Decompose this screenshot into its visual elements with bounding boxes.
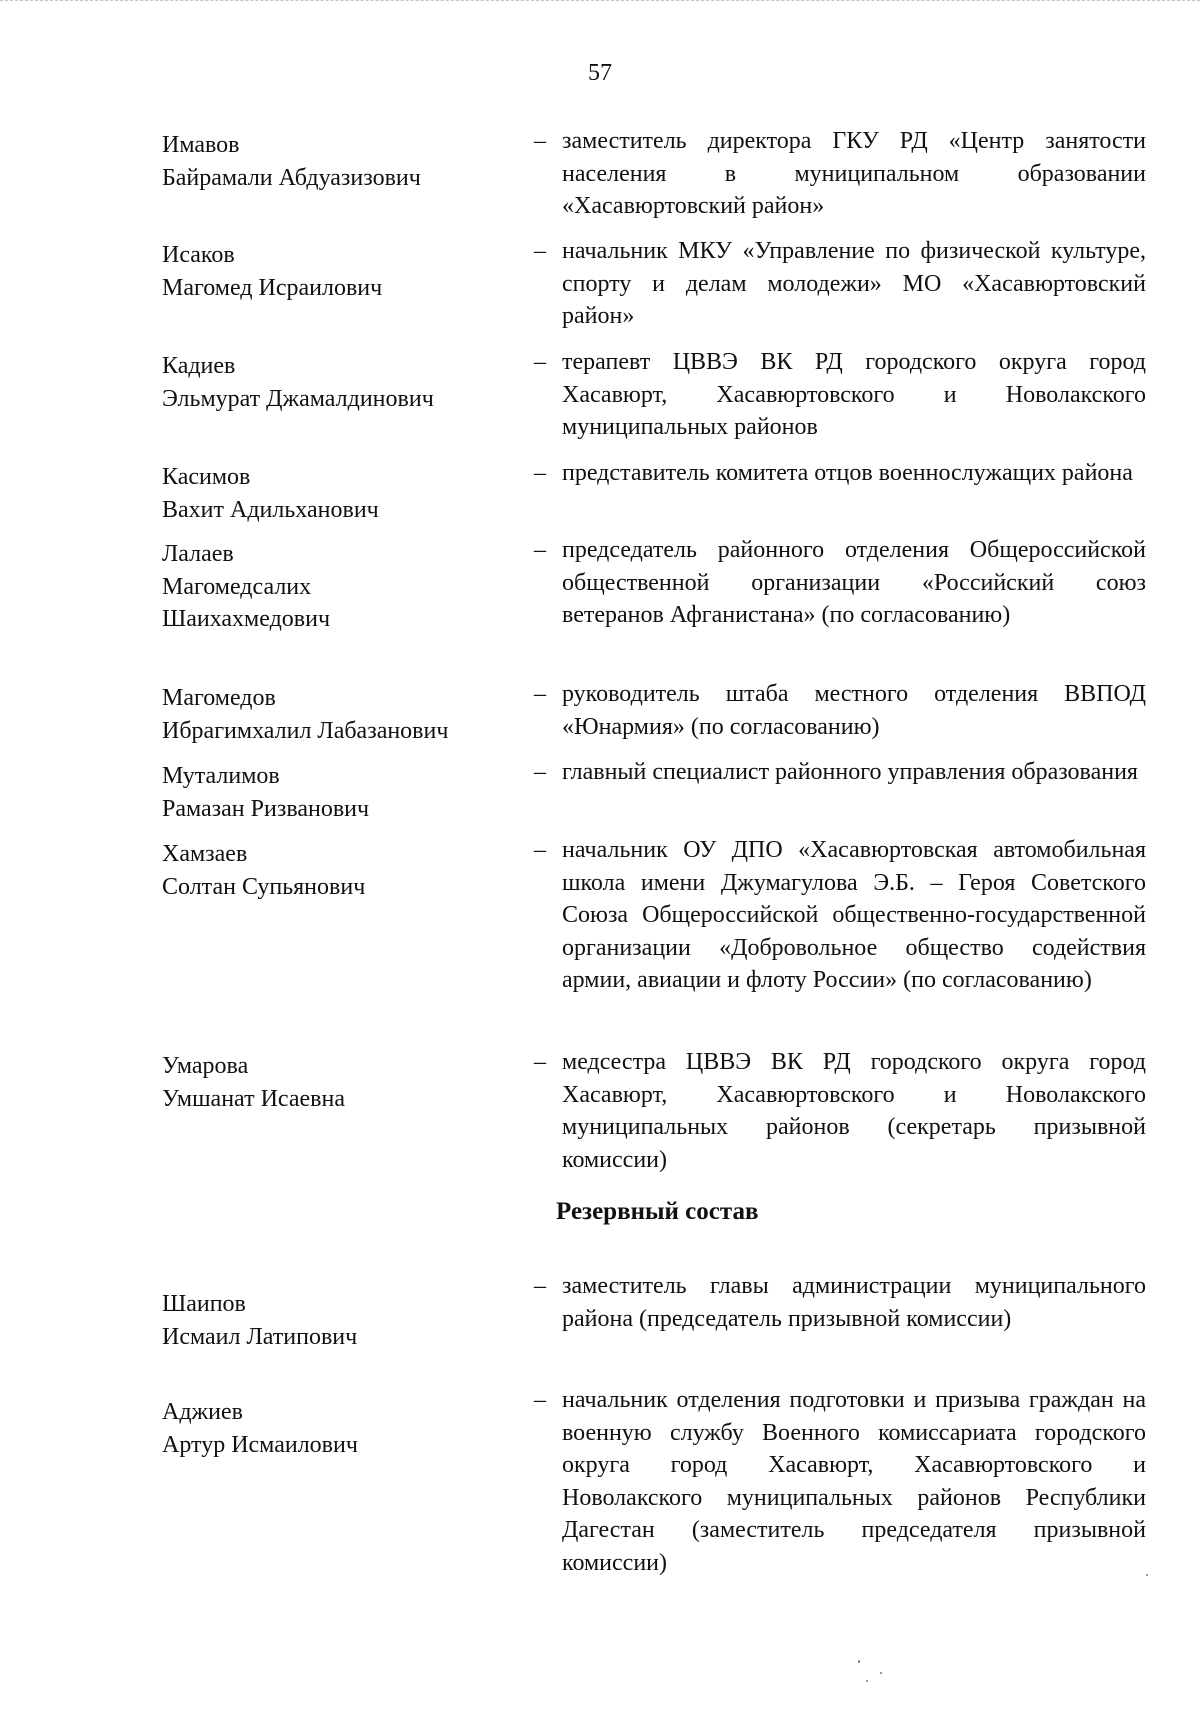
member-surname: Хамзаев — [162, 841, 248, 867]
member-given-name: Магомедсалих — [162, 573, 312, 600]
member-position-text: руководитель штаба местного отделения ВВПОД «Юнармия» (по согласованию) — [562, 681, 1146, 740]
member-name — [162, 129, 522, 194]
list-dash: – — [534, 460, 546, 486]
member-position-text: заместитель главы администрации муниципального района (председатель призывной комиссии) — [562, 1273, 1146, 1332]
member-position — [534, 346, 1146, 444]
list-dash: – — [534, 238, 546, 264]
reserve-section-title: Резервный состав — [556, 1198, 759, 1225]
member-name — [162, 239, 522, 304]
list-dash: – — [534, 1273, 546, 1299]
member-name — [162, 350, 522, 415]
list-dash: – — [534, 1049, 546, 1075]
list-dash: – — [534, 537, 546, 563]
member-position — [534, 756, 1146, 789]
member-name — [162, 461, 522, 526]
member-surname: Аджиев — [162, 1399, 243, 1425]
member-position-text: начальник МКУ «Управление по физической культуре, спорту и делам молодежи» МО «Хасавюртовский район» — [562, 238, 1146, 329]
member-position-text: терапевт ЦВВЭ ВК РД городского округа город Хасавюрт, Хасавюртовского и Новолакского муниципальных районов — [562, 349, 1146, 440]
member-given-name: Ибрагимхалил Лабазанович — [162, 717, 449, 744]
member-position — [534, 534, 1146, 632]
member-position — [534, 678, 1146, 743]
member-given-name: Магомед Исраилович — [162, 274, 383, 301]
member-surname: Касимов — [162, 464, 251, 490]
member-given-name: Умшанат Исаевна — [162, 1085, 345, 1112]
list-dash: – — [534, 681, 546, 707]
member-given-name: Солтан Супьянович — [162, 873, 366, 900]
member-surname: Муталимов — [162, 763, 280, 789]
member-given-name: Эльмурат Джамалдинович — [162, 385, 434, 412]
member-patronymic: Шаихахмедович — [162, 606, 331, 632]
member-name — [162, 682, 522, 747]
member-position-text: главный специалист районного управления образования — [562, 759, 1138, 785]
member-surname: Шаипов — [162, 1291, 246, 1317]
member-given-name: Вахит Адильханович — [162, 496, 379, 523]
member-name — [162, 1396, 522, 1461]
member-position — [534, 1270, 1146, 1335]
member-given-name: Исмаил Латипович — [162, 1323, 358, 1350]
member-position-text: начальник отделения подготовки и призыва граждан на военную службу Военного комиссариата городского округа город Хасавюрт, Хасавюртовского и Новолакского муниципальных районов Республики Дагестан (заместитель председателя призывной комиссии) — [562, 1387, 1146, 1576]
member-name — [162, 760, 522, 825]
member-position — [534, 1046, 1146, 1176]
member-position — [534, 1384, 1146, 1579]
member-position-text: председатель районного отделения Общероссийской общественной организации «Российский союз ветеранов Афганистана» (по согласованию) — [562, 537, 1146, 628]
list-dash: – — [534, 837, 546, 863]
member-position — [534, 457, 1146, 490]
list-dash: – — [534, 349, 546, 375]
scan-speck — [1146, 1574, 1148, 1576]
member-surname: Исаков — [162, 242, 235, 268]
member-surname: Кадиев — [162, 353, 236, 379]
scan-edge — [0, 0, 1200, 6]
member-position-text: медсестра ЦВВЭ ВК РД городского округа город Хасавюрт, Хасавюртовского и Новолакского муниципальных районов (секретарь призывной комиссии) — [562, 1049, 1146, 1173]
list-dash: – — [534, 128, 546, 154]
member-given-name: Артур Исмаилович — [162, 1431, 358, 1458]
page-number: 57 — [588, 60, 612, 86]
member-name — [162, 538, 522, 636]
member-surname: Умарова — [162, 1053, 249, 1079]
list-dash: – — [534, 1387, 546, 1413]
list-dash: – — [534, 759, 546, 785]
member-position-text: начальник ОУ ДПО «Хасавюртовская автомобильная школа имени Джумагулова Э.Б. – Героя Советского Союза Общероссийской общественно-государственной организации «Добровольное общество содействия армии, авиации и флоту России» (по согласованию) — [562, 837, 1146, 993]
member-surname: Магомедов — [162, 685, 276, 711]
member-name — [162, 1288, 522, 1353]
member-surname: Имавов — [162, 132, 240, 158]
member-name — [162, 838, 522, 903]
member-position — [534, 125, 1146, 223]
scan-speck — [880, 1672, 882, 1674]
member-position — [534, 834, 1146, 997]
member-position-text: заместитель директора ГКУ РД «Центр занятости населения в муниципальном образовании «Хасавюртовский район» — [562, 128, 1146, 219]
member-position-text: представитель комитета отцов военнослужащих района — [562, 460, 1133, 486]
scan-speck — [866, 1680, 868, 1682]
scan-speck — [858, 1660, 860, 1663]
member-position — [534, 235, 1146, 333]
member-surname: Лалаев — [162, 541, 234, 567]
member-name — [162, 1050, 522, 1115]
member-given-name: Рамазан Ризванович — [162, 795, 370, 822]
member-given-name: Байрамали Абдуазизович — [162, 164, 421, 191]
